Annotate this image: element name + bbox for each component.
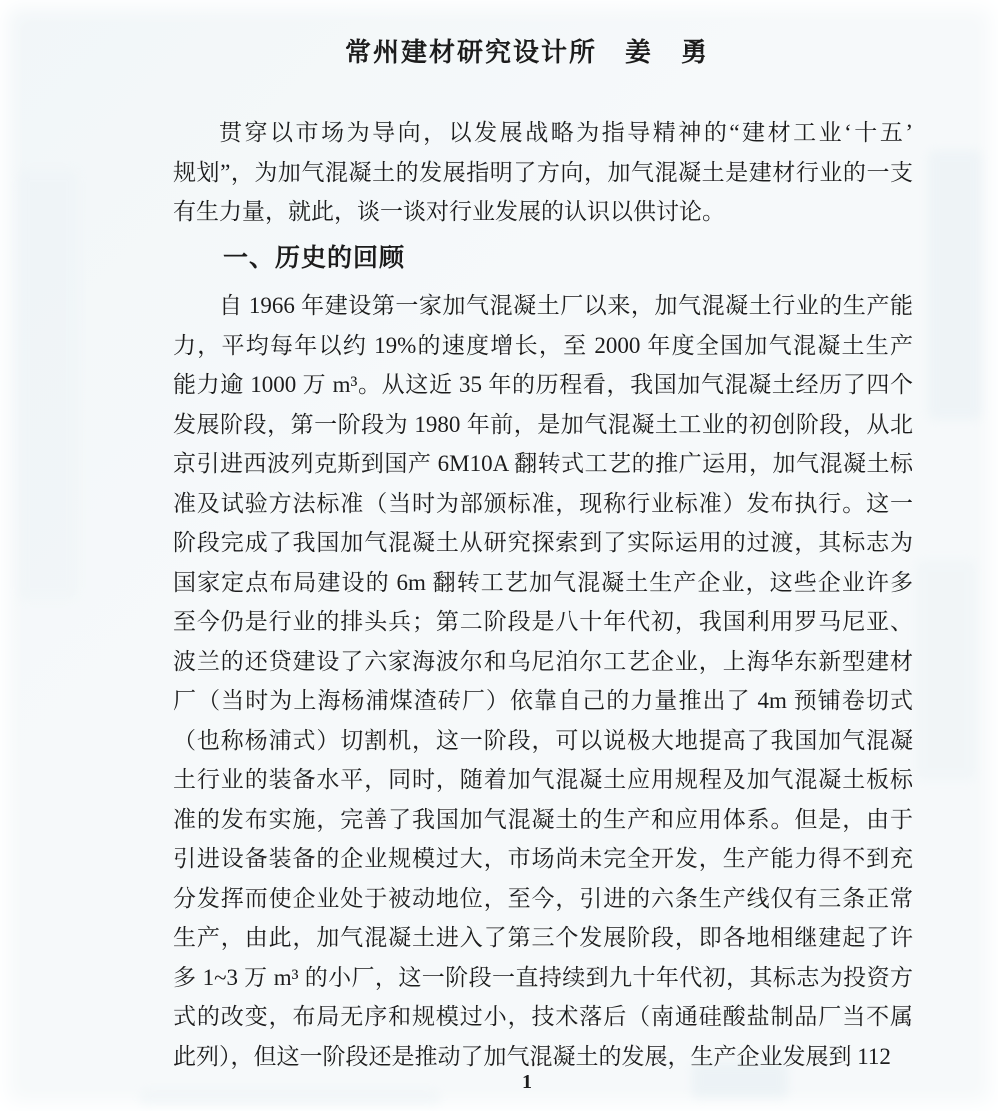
text-line: 自 1966 年建设第一家加气混凝土厂以来，加气混凝土行业的生产能 bbox=[219, 293, 913, 318]
text-line: 国家定点布局建设的 6m 翻转工艺加气混凝土生产企业，这些企业许多 bbox=[173, 569, 913, 595]
text-line: 波兰的还贷建设了六家海波尔和乌尼泊尔工艺企业，上海华东新型建材 bbox=[173, 648, 913, 674]
text-line: 土行业的装备水平，同时，随着加气混凝土应用规程及加气混凝土板标 bbox=[173, 767, 913, 792]
text-line: 发展阶段，第一阶段为 1980 年前，是加气混凝土工业的初创阶段，从北 bbox=[173, 411, 913, 437]
text-line: 式的改变，布局无序和规模过小，技术落后（南通硅酸盐制品厂当不属 bbox=[173, 1004, 913, 1029]
text-line: （也称杨浦式）切割机，这一阶段，可以说极大地提高了我国加气混凝 bbox=[173, 727, 913, 753]
text-line: 准及试验方法标准（当时为部颁标准，现称行业标准）发布执行。这一 bbox=[173, 490, 913, 516]
text-line: 准的发布实施，完善了我国加气混凝土的生产和应用体系。但是，由于 bbox=[173, 806, 913, 832]
text-line: 力，平均每年以约 19%的速度增长，至 2000 年度全国加气混凝土生产 bbox=[173, 332, 913, 358]
text-line: 此列），但这一阶段还是推动了加气混凝土的发展，生产企业发展到 112 bbox=[173, 1043, 891, 1069]
text-line: 阶段完成了我国加气混凝土从研究探索到了实际运用的过渡，其标志为 bbox=[173, 530, 913, 555]
scan-artifact bbox=[18, 170, 78, 600]
text-line: 规划”，为加气混凝土的发展指明了方向，加气混凝土是建材行业的一支 bbox=[173, 159, 913, 185]
text-line: 引进设备装备的企业规模过大，市场尚未完全开发，生产能力得不到充 bbox=[173, 846, 913, 871]
text-line: 分发挥而使企业处于被动地位，至今，引进的六条生产线仅有三条正常 bbox=[173, 885, 913, 911]
text-line: 多 1~3 万 m³ 的小厂，这一阶段一直持续到九十年代初，其标志为投资方 bbox=[173, 964, 913, 990]
text-line: 生产，由此，加气混凝土进入了第三个发展阶段，即各地相继建起了许 bbox=[173, 925, 913, 950]
text-line: 有生力量，就此，谈一谈对行业发展的认识以供讨论。 bbox=[173, 199, 725, 224]
section-heading: 一、历史的回顾 bbox=[223, 244, 406, 272]
text-line: 贯穿以市场为导向，以发展战略为指导精神的“建材工业‘十五’ bbox=[219, 120, 913, 145]
history-paragraph bbox=[173, 286, 913, 1076]
text-line: 厂（当时为上海杨浦煤渣砖厂）依靠自己的力量推出了 4m 预铺卷切式 bbox=[173, 688, 913, 713]
document-body bbox=[173, 113, 913, 1076]
scan-artifact bbox=[916, 560, 976, 780]
text-line: 能力逾 1000 万 m³。从这近 35 年的历程看，我国加气混凝土经历了四个 bbox=[173, 372, 913, 397]
text-line: 至今仍是行业的排头兵；第二阶段是八十年代初，我国利用罗马尼亚、 bbox=[173, 609, 913, 634]
author-byline: 常州建材研究设计所 姜 勇 bbox=[344, 38, 709, 67]
scan-artifact bbox=[928, 150, 982, 420]
intro-paragraph bbox=[173, 113, 913, 232]
text-line: 京引进西波列克斯到国产 6M10A 翻转式工艺的推广运用，加气混凝土标 bbox=[173, 451, 913, 476]
page-number: 1 bbox=[522, 1071, 532, 1093]
